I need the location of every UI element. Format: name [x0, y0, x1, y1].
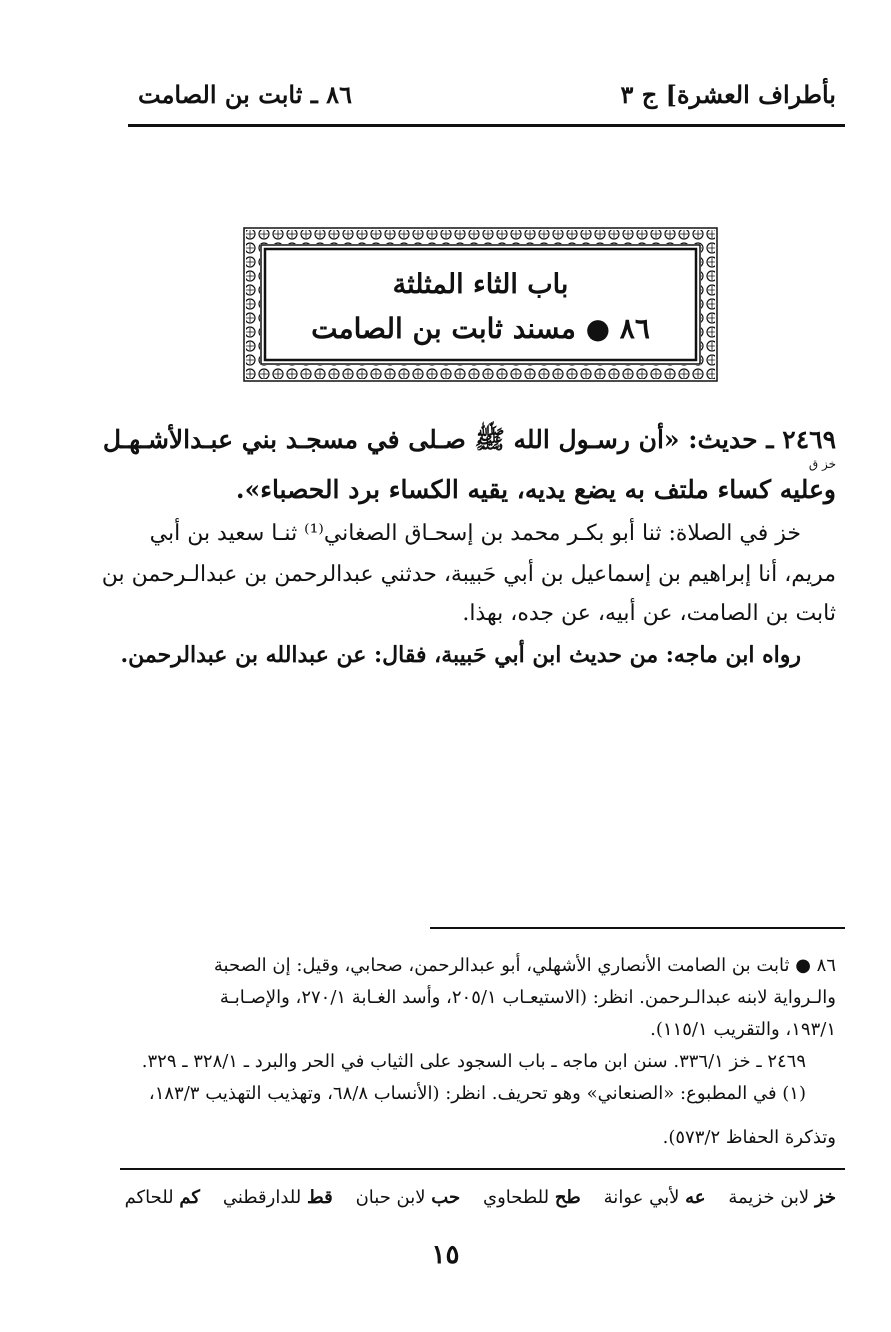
abbreviation-rule [120, 1168, 845, 1170]
abbreviation-key [116, 1187, 836, 1208]
chapter-title: باب الثاء المثلثة [392, 269, 569, 300]
narration-note: رواه ابن ماجه: من حديث ابن أبي حَبيبة، فقال: عن عبدالله بن عبدالرحمن. [120, 642, 801, 668]
running-header-section: ٨٦ ـ ثابت بن الصامت [138, 80, 352, 109]
chain-line-1: خز في الصلاة: ثنا أبو بكـر محمد بن إسحـاق الصغاني⁽¹⁾ ثنـا سعيد بن أبي [149, 521, 801, 546]
hadith-line-1: ٢٤٦٩ ـ حديث: «أن رسـول الله ﷺ صـلى في مسجـد بني عبـدالأشـهـل [102, 425, 836, 454]
footnote-line: وتذكرة الحفاظ ٥٧٣/٢). [662, 1127, 836, 1148]
running-header-book: بأطراف العشرة] ج ٣ [620, 80, 836, 109]
footnote-line: (١) في المطبوع: «الصنعاني» وهو تحريف. انظر: (الأنساب ٦٨/٨، وتهذيب التهذيب ١٨٣/٣، [148, 1083, 806, 1104]
abbr-item: قط للدارقطني [222, 1187, 333, 1208]
abbr-item: كم للحاكم [124, 1187, 200, 1208]
hadith-line-2: وعليه كساء ملتف به يضع يديه، يقيه الكساء برد الحصباء». [235, 475, 836, 504]
chain-line-3: ثابت بن الصامت، عن أبيه، عن جده، بهذا. [462, 601, 836, 626]
footnote-line: ١٩٣/١، والتقريب ١١٥/١). [650, 1019, 836, 1040]
abbr-item: حب لابن حبان [355, 1187, 461, 1208]
page-number: ١٥ [431, 1240, 460, 1270]
footnote-line: والـرواية لابنه عبدالـرحمن. انظر: (الاستيعـاب ٢٠٥/١، وأسد الغـابة ٢٧٠/١، والإصـابـة [219, 987, 836, 1008]
abbr-item: عه لأبي عوانة [603, 1187, 706, 1208]
musnad-title: ٨٦ ● مسند ثابت بن الصامت [311, 312, 650, 345]
footnote-line: ٢٤٦٩ ـ خز ٣٣٦/١. سنن ابن ماجه ـ باب السجود على الثياب في الحر والبرد ـ ٣٢٨/١ ـ ٣٢٩. [141, 1051, 806, 1072]
abbr-item: طح للطحاوي [482, 1187, 581, 1208]
footnote-rule [430, 927, 845, 929]
abbr-item: خز لابن خزيمة [728, 1187, 836, 1208]
footnote-line: ٨٦ ● ثابت بن الصامت الأنصاري الأشهلي، أبو عبدالرحمن، صحابي، وقيل: إن الصحبة [213, 955, 836, 976]
chapter-title-frame [243, 227, 718, 382]
ornament-border [243, 227, 718, 382]
chain-line-2: مريم، أنا إبراهيم بن إسماعيل بن أبي حَبيبة، حدثني عبدالرحمن بن عبدالـرحمن بن [101, 562, 836, 587]
hadith-margin-note: خز ق [808, 457, 836, 471]
header-rule [128, 124, 845, 127]
